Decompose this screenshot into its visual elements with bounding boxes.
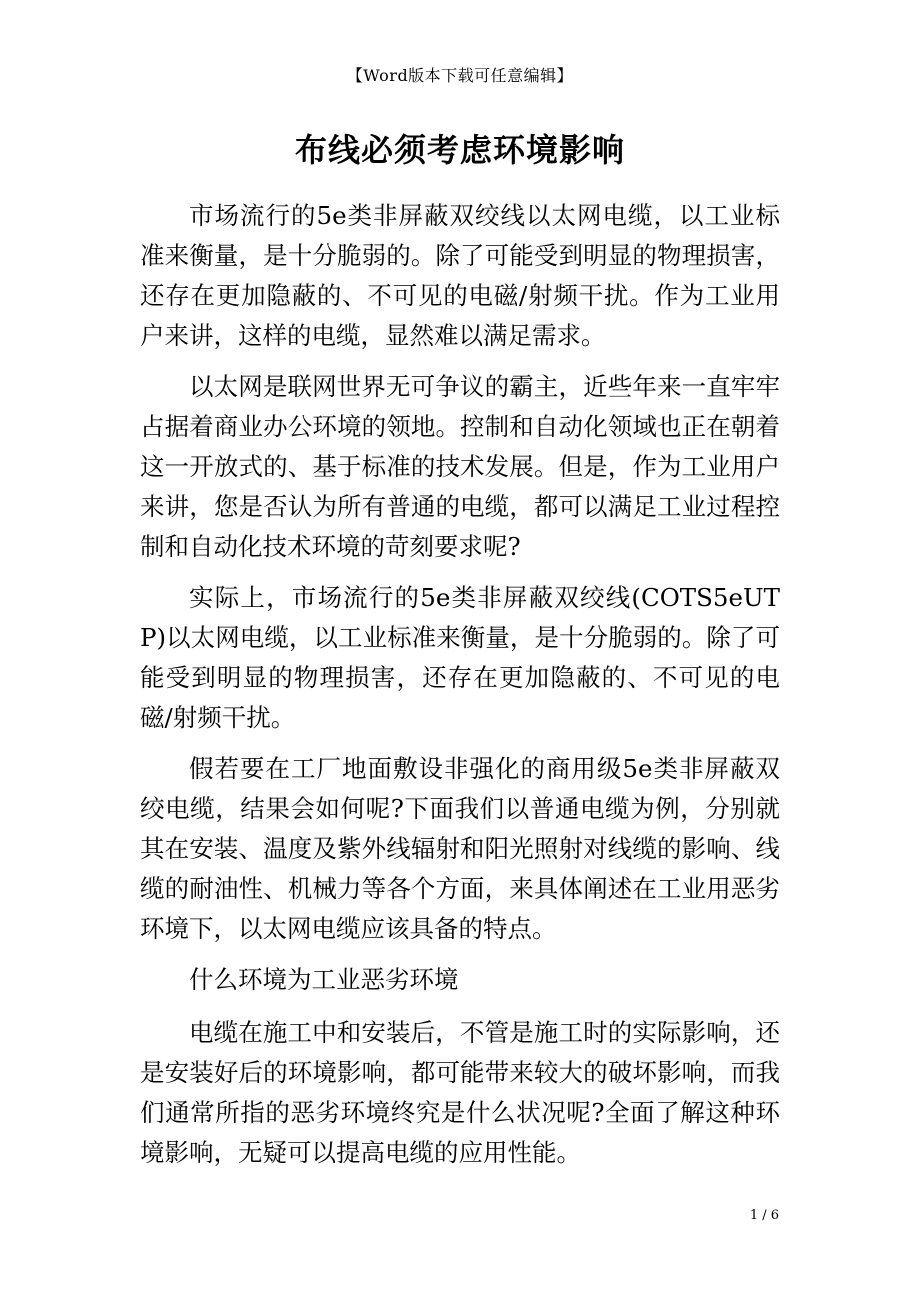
paragraph-1: 市场流行的5e类非屏蔽双绞线以太网电缆，以工业标准来衡量，是十分脆弱的。除了可能受到明显的物理损害，还存在更加隐蔽的、不可见的电磁/射频干扰。作为工业用户来讲，这样的电缆，显然难以满足需求。 <box>140 201 780 350</box>
download-note: 【Word版本下载可任意编辑】 <box>346 66 574 85</box>
document-body <box>140 196 780 1184</box>
paragraph-5: 电缆在施工中和安装后，不管是施工时的实际影响，还是安装好后的环境影响，都可能带来较大的破坏影响，而我们通常所指的恶劣环境终究是什么状况呢?全面了解这种环境影响，无疑可以提高电缆的应用性能。 <box>140 1018 780 1167</box>
paragraph-4: 假若要在工厂地面敷设非强化的商用级5e类非屏蔽双绞电缆，结果会如何呢?下面我们以普通电缆为例，分别就其在安装、温度及紫外线辐射和阳光照射对线缆的影响、线缆的耐油性、机械力等各个方面，来具体阐述在工业用恶劣环境下，以太网电缆应该具备的特点。 <box>140 754 780 943</box>
section-heading: 什么环境为工业恶劣环境 <box>189 965 459 994</box>
page-number: 1 / 6 <box>749 1208 779 1223</box>
paragraph-2: 以太网是联网世界无可争议的霸主，近些年来一直牢牢占据着商业办公环境的领地。控制和自动化领域也正在朝着这一开放式的、基于标准的技术发展。但是，作为工业用户来讲，您是否认为所有普通的电缆，都可以满足工业过程控制和自动化技术环境的苛刻要求呢? <box>140 372 780 561</box>
paragraph-3: 实际上，市场流行的5e类非屏蔽双绞线(COTS5eUTP)以太网电缆，以工业标准来衡量，是十分脆弱的。除了可能受到明显的物理损害，还存在更加隐蔽的、不可见的电磁/射频干扰。 <box>140 583 780 732</box>
page-title: 布线必须考虑环境影响 <box>294 131 625 169</box>
